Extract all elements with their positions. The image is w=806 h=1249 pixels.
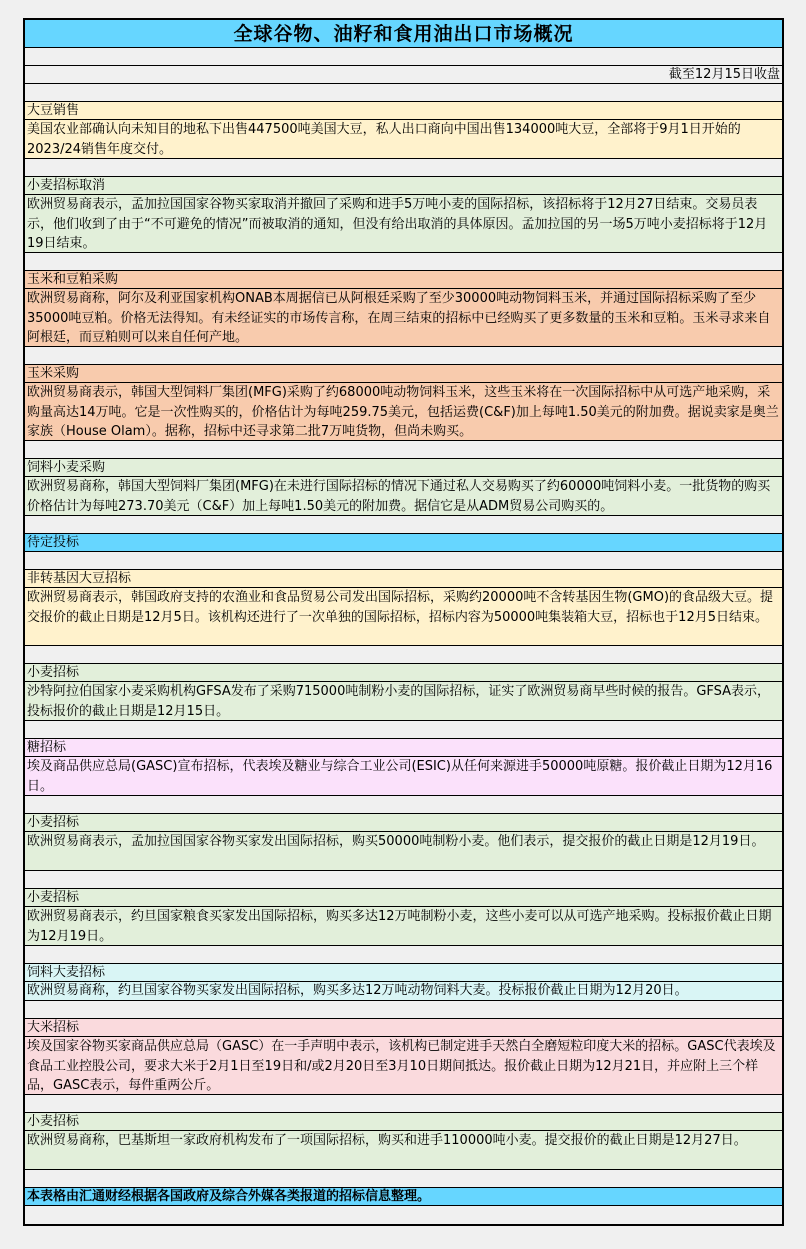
section-heading-wheat-tender-bangladesh: 小麦招标	[25, 814, 782, 832]
blank-row	[25, 253, 782, 271]
blank-row	[25, 159, 782, 177]
blank-row	[25, 84, 782, 102]
blank-row	[25, 721, 782, 739]
blank-row	[25, 1095, 782, 1113]
section-text-feed-barley-tender: 欧洲贸易商称，约旦国家谷物买家发出国际招标，购买多达12万吨动物饲料大麦。投标报价截止日期为12月20日。	[25, 982, 782, 1001]
blank-row	[25, 516, 782, 534]
section-text-non-gmo-soybean-tender: 欧洲贸易商表示，韩国政府支持的农渔业和食品贸易公司发出国际招标，采购约20000吨不含转基因生物(GMO)的食品级大豆。提交报价的截止日期是12月5日。该机构还进行了一次单独的国际招标，招标内容为50000吨集装箱大豆，招标也于12月5日结束。	[25, 588, 782, 646]
blank-row	[25, 48, 782, 66]
section-heading-wheat-tender-saudi: 小麦招标	[25, 664, 782, 682]
blank-row	[25, 347, 782, 365]
section-heading-feed-wheat-purchase: 饲料小麦采购	[25, 459, 782, 477]
section-text-rice-tender: 埃及国家谷物买家商品供应总局（GASC）在一手声明中表示，该机构已制定进手天然白全磨短粒印度大米的招标。GASC代表埃及食品工业控股公司，要求大米于2月1日至19日和/或2月20日至3月10日期间抵达。报价截止日期为12月21日，并应附上三个样品，GASC表示，每件重两公斤。	[25, 1037, 782, 1095]
blank-row	[25, 552, 782, 570]
section-text-sugar-tender: 埃及商品供应总局(GASC)宣布招标，代表埃及糖业与综合工业公司(ESIC)从任何来源进手50000吨原糖。报价截止日期为12月16日。	[25, 757, 782, 796]
section-text-wheat-tender-cancelled: 欧洲贸易商表示，孟加拉国国家谷物买家取消并撤回了采购和进手5万吨小麦的国际招标，该招标将于12月27日结束。交易员表示，他们收到了由于“不可避免的情况”而被取消的通知，但没有给出取消的具体原因。孟加拉国的另一场5万吨小麦招标将于12月19日结束。	[25, 195, 782, 253]
section-heading-non-gmo-soybean-tender: 非转基因大豆招标	[25, 570, 782, 588]
page-title: 全球谷物、油籽和食用油出口市场概况	[25, 20, 782, 48]
blank-row	[25, 441, 782, 459]
blank-row	[25, 646, 782, 664]
section-heading-wheat-tender-jordan: 小麦招标	[25, 889, 782, 907]
section-heading-wheat-tender-pakistan: 小麦招标	[25, 1113, 782, 1131]
section-heading-wheat-tender-cancelled: 小麦招标取消	[25, 177, 782, 195]
section-text-wheat-tender-saudi: 沙特阿拉伯国家小麦采购机构GFSA发布了采购715000吨制粉小麦的国际招标，证实了欧洲贸易商早些时候的报告。GFSA表示，投标报价的截止日期是12月15日。	[25, 682, 782, 721]
blank-row	[25, 1001, 782, 1019]
section-text-soybean-sales: 美国农业部确认向未知目的地私下出售447500吨美国大豆，私人出口商向中国出售134000吨大豆，全部将于9月1日开始的2023/24销售年度交付。	[25, 120, 782, 159]
section-text-corn-soymeal-purchase: 欧洲贸易商称，阿尔及利亚国家机构ONAB本周据信已从阿根廷采购了至少30000吨动物饲料玉米，并通过国际招标采购了至少35000吨豆粕。价格无法得知。有未经证实的市场传言称，在周三结束的招标中已经购买了更多数量的玉米和豆粕。玉米寻求来自阿根廷，而豆粕则可以来自任何产地。	[25, 289, 782, 347]
section-heading-feed-barley-tender: 饲料大麦招标	[25, 964, 782, 982]
section-text-wheat-tender-jordan: 欧洲贸易商表示，约旦国家粮食买家发出国际招标，购买多达12万吨制粉小麦，这些小麦可以从可选产地采购。投标报价截止日期为12月19日。	[25, 907, 782, 946]
pending-tenders-heading: 待定投标	[25, 534, 782, 552]
section-text-wheat-tender-pakistan: 欧洲贸易商称，巴基斯坦一家政府机构发布了一项国际招标，购买和进手110000吨小麦。提交报价的截止日期是12月27日。	[25, 1131, 782, 1170]
section-heading-rice-tender: 大米招标	[25, 1019, 782, 1037]
blank-row	[25, 871, 782, 889]
section-heading-sugar-tender: 糖招标	[25, 739, 782, 757]
blank-row	[25, 1170, 782, 1188]
section-heading-soybean-sales: 大豆销售	[25, 102, 782, 120]
section-text-corn-purchase: 欧洲贸易商表示，韩国大型饲料厂集团(MFG)采购了约68000吨动物饲料玉米，这些玉米将在一次国际招标中从可选产地采购，采购量高达14万吨。它是一次性购买的，价格估计为每吨259.75美元，包括运费(C&F)加上每吨1.50美元的附加费。据说卖家是奥兰家族（House Olam）。据称，招标中还寻求第二批7万吨货物，但尚未购买。	[25, 383, 782, 441]
market-overview-table	[23, 18, 784, 1226]
section-heading-corn-soymeal-purchase: 玉米和豆粕采购	[25, 271, 782, 289]
footer-note: 本表格由汇通财经根据各国政府及综合外媒各类报道的招标信息整理。	[25, 1188, 782, 1206]
section-text-feed-wheat-purchase: 欧洲贸易商称，韩国大型饲料厂集团(MFG)在未进行国际招标的情况下通过私人交易购买了约60000吨饲料小麦。一批货物的购买价格估计为每吨273.70美元（C&F）加上每吨1.50美元的附加费。据信它是从ADM贸易公司购买的。	[25, 477, 782, 516]
blank-row	[25, 796, 782, 814]
section-heading-corn-purchase: 玉米采购	[25, 365, 782, 383]
section-text-wheat-tender-bangladesh: 欧洲贸易商表示，孟加拉国国家谷物买家发出国际招标，购买50000吨制粉小麦。他们表示，提交报价的截止日期是12月19日。	[25, 832, 782, 871]
blank-row	[25, 1206, 782, 1224]
as-of-date: 截至12月15日收盘	[25, 66, 782, 84]
blank-row	[25, 946, 782, 964]
